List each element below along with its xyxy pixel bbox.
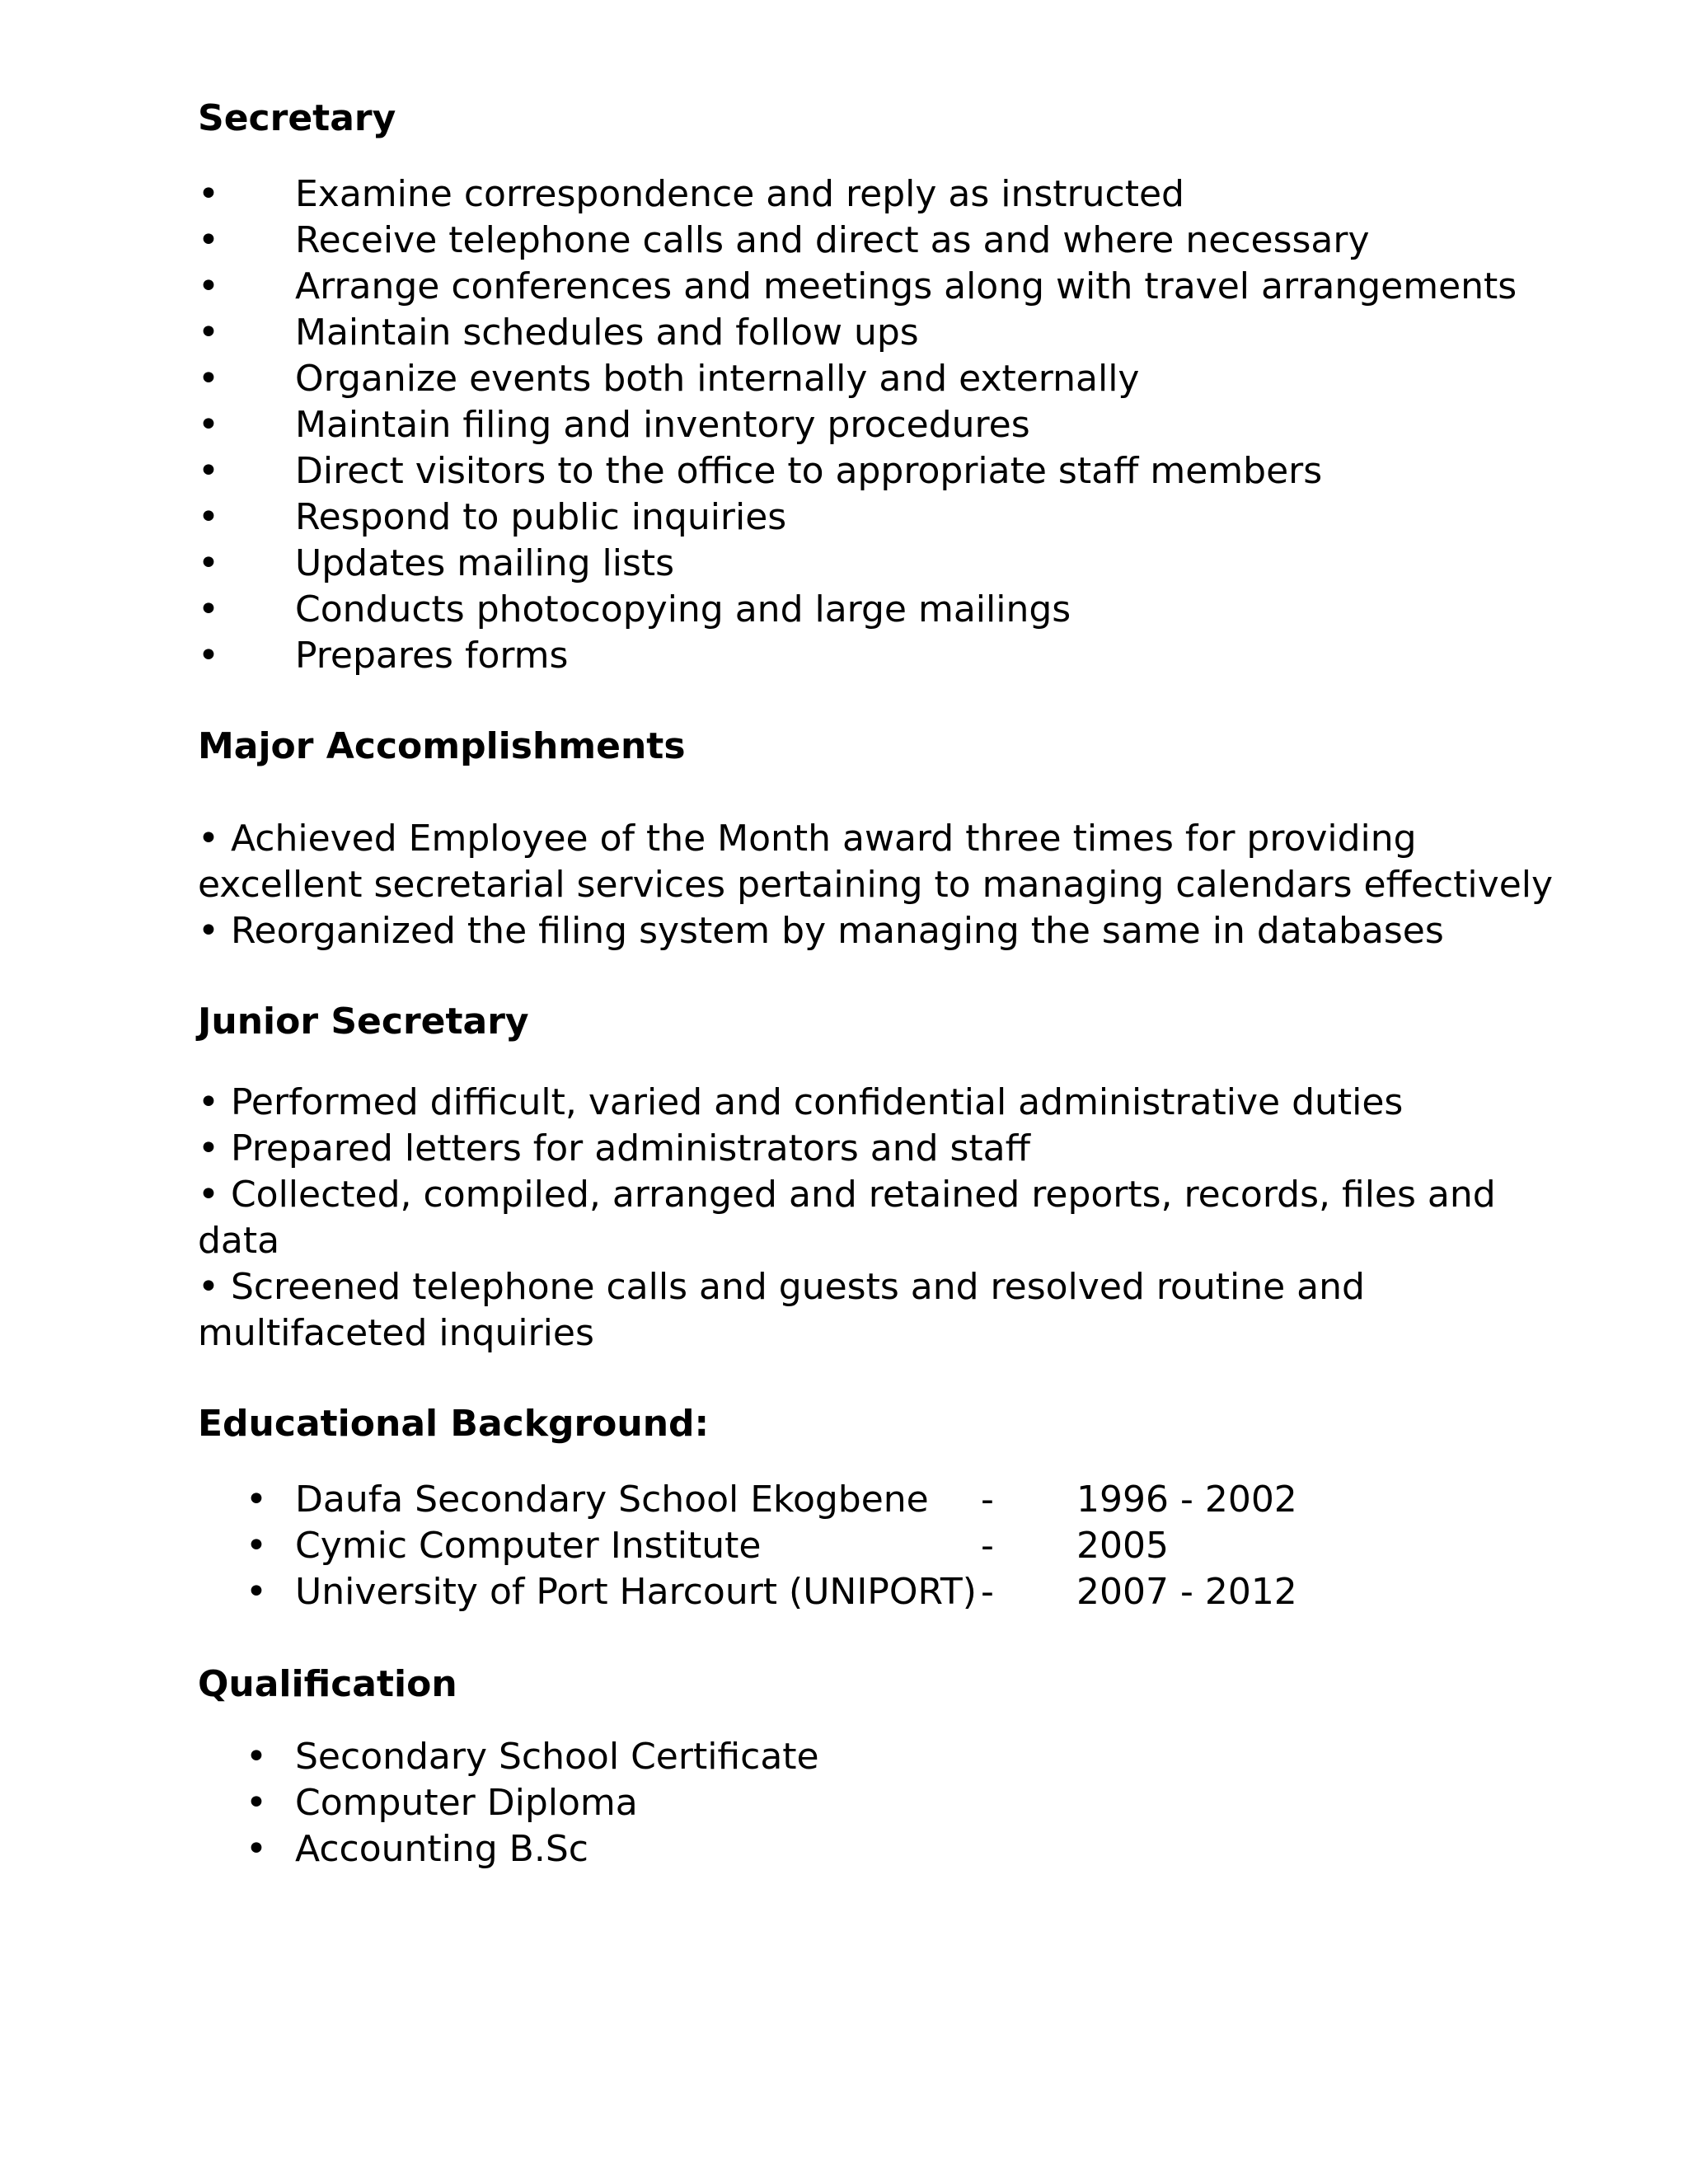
junior-duty-line: multifaceted inquiries — [198, 1312, 594, 1354]
education-heading: Educational Background: — [198, 1403, 710, 1445]
bullet-icon: • — [198, 496, 219, 538]
qualification-heading: Qualification — [198, 1663, 457, 1705]
bullet-icon: • — [198, 358, 219, 400]
separator-dash: - — [981, 1571, 994, 1613]
list-item-text: Updates mailing lists — [295, 542, 675, 584]
qualification-text: Accounting B.Sc — [295, 1828, 588, 1870]
junior-duty-line: data — [198, 1220, 280, 1262]
qualification-text: Computer Diploma — [295, 1782, 638, 1824]
junior-duty-line: • Prepared letters for administrators and staff — [198, 1127, 1030, 1169]
list-item-text: Examine correspondence and reply as instructed — [295, 173, 1184, 215]
bullet-icon: • — [246, 1782, 267, 1824]
bullet-icon: • — [198, 588, 219, 630]
bullet-icon: • — [246, 1736, 267, 1778]
accomplishments-heading: Major Accomplishments — [198, 725, 686, 767]
bullet-icon: • — [246, 1571, 267, 1613]
junior-duty-line: • Screened telephone calls and guests and resolved routine and — [198, 1266, 1365, 1308]
bullet-icon: • — [198, 219, 219, 261]
list-item-text: Organize events both internally and externally — [295, 358, 1140, 400]
school-years: 1996 - 2002 — [1076, 1479, 1297, 1521]
accomplishment-line: • Achieved Employee of the Month award three times for providing — [198, 818, 1417, 860]
bullet-icon: • — [246, 1479, 267, 1521]
school-years: 2005 — [1076, 1525, 1169, 1567]
school-name: Daufa Secondary School Ekogbene — [295, 1479, 929, 1521]
list-item-text: Maintain filing and inventory procedures — [295, 404, 1030, 446]
list-item-text: Maintain schedules and follow ups — [295, 312, 919, 354]
accomplishment-line: excellent secretarial services pertaining to managing calendars effectively — [198, 864, 1554, 906]
school-name: University of Port Harcourt (UNIPORT) — [295, 1571, 977, 1613]
separator-dash: - — [981, 1525, 994, 1567]
secretary-heading: Secretary — [198, 97, 396, 139]
school-years: 2007 - 2012 — [1076, 1571, 1297, 1613]
list-item-text: Conducts photocopying and large mailings — [295, 588, 1071, 630]
bullet-icon: • — [198, 635, 219, 677]
bullet-icon: • — [198, 265, 219, 307]
bullet-icon: • — [198, 404, 219, 446]
separator-dash: - — [981, 1479, 994, 1521]
bullet-icon: • — [198, 450, 219, 492]
list-item-text: Prepares forms — [295, 635, 569, 677]
accomplishment-line: • Reorganized the filing system by managing the same in databases — [198, 910, 1444, 952]
bullet-icon: • — [198, 312, 219, 354]
junior-duty-line: • Collected, compiled, arranged and retained reports, records, files and — [198, 1174, 1496, 1216]
bullet-icon: • — [246, 1525, 267, 1567]
list-item-text: Respond to public inquiries — [295, 496, 787, 538]
list-item-text: Receive telephone calls and direct as and where necessary — [295, 219, 1370, 261]
bullet-icon: • — [246, 1828, 267, 1870]
qualification-text: Secondary School Certificate — [295, 1736, 819, 1778]
bullet-icon: • — [198, 542, 219, 584]
list-item-text: Direct visitors to the office to appropriate staff members — [295, 450, 1323, 492]
junior-duty-line: • Performed difficult, varied and confidential administrative duties — [198, 1081, 1404, 1123]
school-name: Cymic Computer Institute — [295, 1525, 762, 1567]
list-item-text: Arrange conferences and meetings along with travel arrangements — [295, 265, 1517, 307]
junior-secretary-heading: Junior Secretary — [198, 1001, 529, 1043]
bullet-icon: • — [198, 173, 219, 215]
